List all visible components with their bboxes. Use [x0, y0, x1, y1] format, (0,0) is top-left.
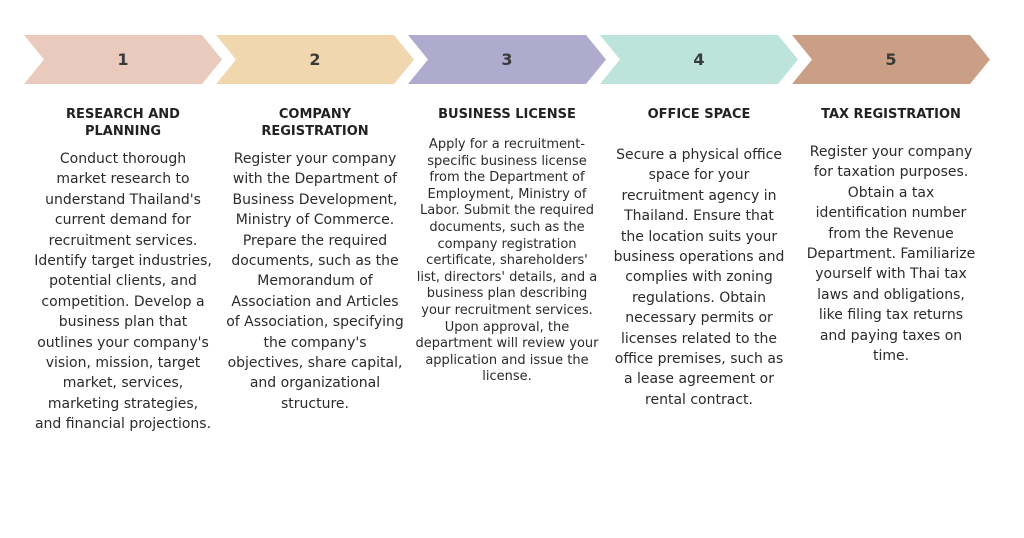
step-5-column	[806, 106, 976, 366]
step-5-number: 5	[885, 50, 897, 69]
step-2-description: Register your company with the Department of Business Development, Ministry of Commerce. Prepare the required documents, such as the Memorandum of Association and Articles of Association, specifying the company's objectives, share capital, and organizational structure.	[226, 151, 404, 412]
process-chevron-row	[0, 0, 1024, 100]
step-3-number: 3	[501, 50, 513, 69]
step-5-description: Register your company for taxation purposes. Obtain a tax identification number from the Revenue Department. Familiarize yourself with Thai tax laws and obligations, like filing tax returns and paying taxes on time.	[806, 144, 976, 365]
step-4-column	[612, 106, 786, 410]
step-2-number: 2	[309, 50, 321, 69]
step-3-column	[414, 106, 600, 386]
step-3-description: Apply for a recruitment-specific business license from the Department of Employment, Ministry of Labor. Submit the required documents, such as the company registration certificate, shareholders' list, directors' details, and a business plan describing your recruitment services. Upon approval, the department will review your application and issue the license.	[415, 137, 599, 385]
step-1-description: Conduct thorough market research to understand Thailand's current demand for recruitment services. Identify target industries, potential clients, and competition. Develop a business plan that outlines your company's vision, mission, target market, services, marketing strategies, and financial projections.	[34, 151, 212, 433]
step-2-title: COMPANY REGISTRATION	[261, 107, 369, 139]
step-2-column	[226, 106, 404, 414]
step-5-title: TAX REGISTRATION	[821, 107, 961, 122]
step-1-number: 1	[117, 50, 129, 69]
step-4-title: OFFICE SPACE	[647, 107, 751, 122]
step-4-description: Secure a physical office space for your recruitment agency in Thailand. Ensure that the location suits your business operations and complies with zoning regulations. Obtain necessary permits or licenses related to the office premises, such as a lease agreement or rental contract.	[613, 147, 785, 408]
step-1-title: RESEARCH AND PLANNING	[66, 107, 180, 139]
step-1-column	[34, 106, 212, 435]
step-4-number: 4	[693, 50, 705, 69]
step-3-title: BUSINESS LICENSE	[438, 107, 576, 122]
